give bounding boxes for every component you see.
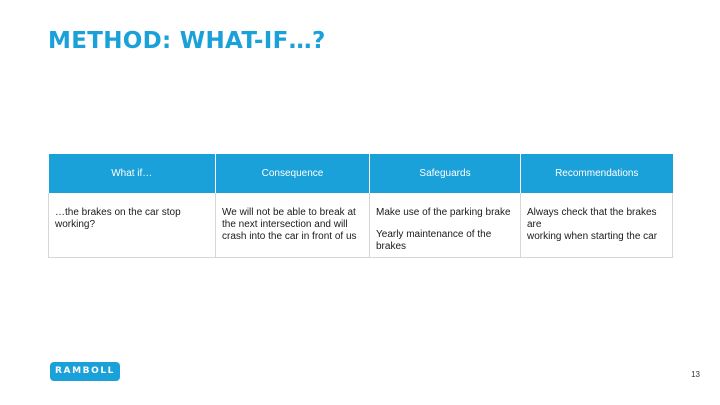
header-recommendations: Recommendations xyxy=(521,154,673,193)
cell-text: Make use of the parking brake xyxy=(376,207,511,218)
cell-consequence xyxy=(216,193,370,257)
page-number: 13 xyxy=(691,370,700,379)
cell-text: …the brakes on the car stop xyxy=(55,207,181,218)
cell-text: Yearly maintenance of the brakes xyxy=(376,229,492,252)
ramboll-logo: RAMBOLL xyxy=(50,362,120,381)
cell-text: the next intersection and will xyxy=(222,219,348,230)
what-if-table xyxy=(48,154,672,258)
slide-title: METHOD: WHAT-IF…? xyxy=(48,28,326,54)
table-header-row xyxy=(49,154,673,193)
header-safeguards: Safeguards xyxy=(370,154,521,193)
cell-text: crash into the car in front of us xyxy=(222,231,357,242)
cell-safeguards xyxy=(370,193,521,257)
cell-text: Always check that the brakes are xyxy=(527,207,657,230)
header-consequence: Consequence xyxy=(216,154,370,193)
cell-text: We will not be able to break at xyxy=(222,207,356,218)
table-row xyxy=(49,193,673,257)
cell-recommendations xyxy=(521,193,673,257)
cell-text: working? xyxy=(55,219,96,230)
header-what-if: What if… xyxy=(49,154,216,193)
cell-what-if xyxy=(49,193,216,257)
cell-text: working when starting the car xyxy=(527,231,658,242)
